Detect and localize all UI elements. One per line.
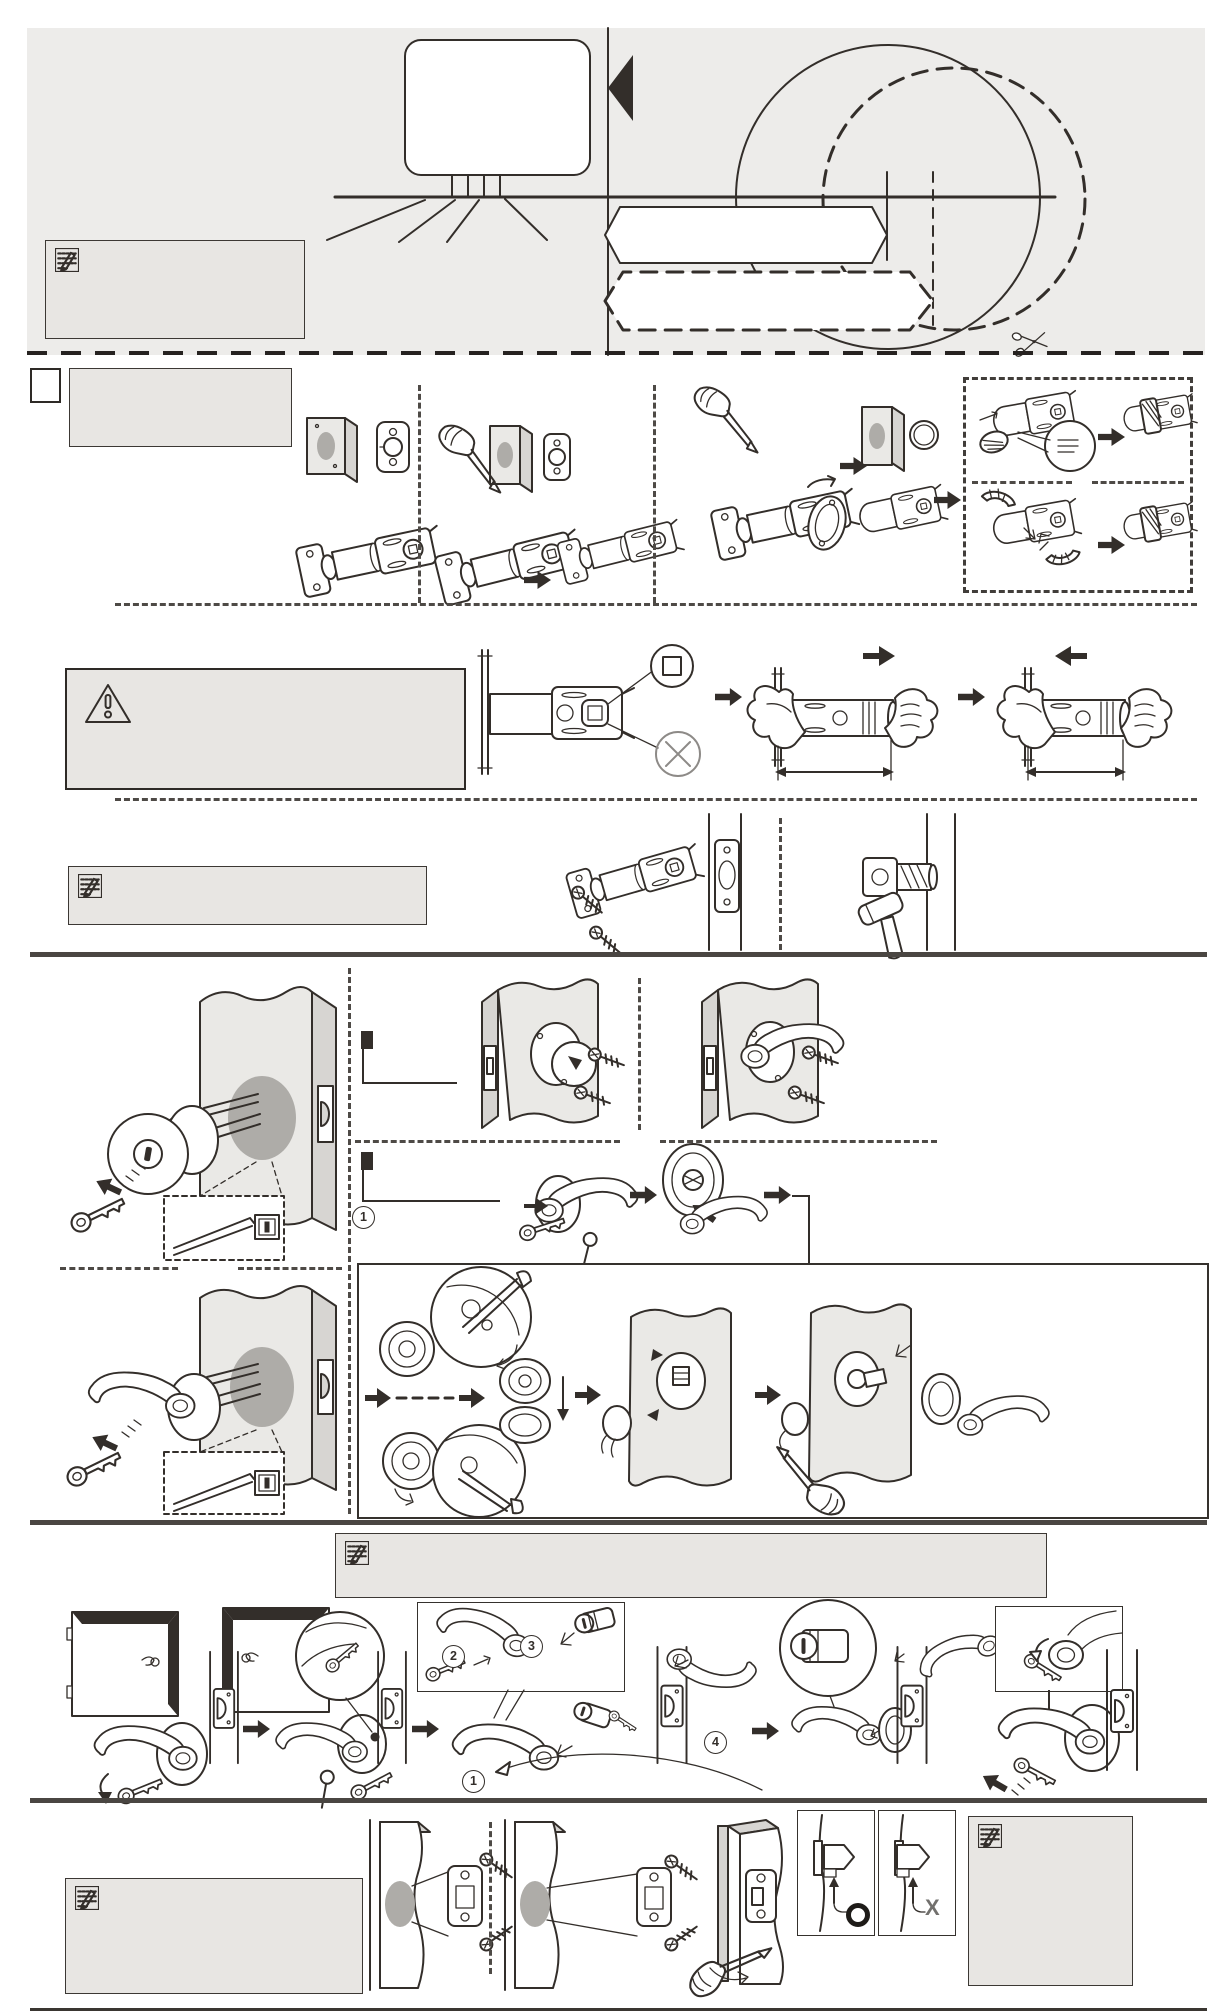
backset-retract-diagram: [995, 640, 1205, 795]
strike-note-box-left: [65, 1878, 363, 1994]
rose-removal-panel: [357, 1263, 1209, 1519]
arrow-right-icon: [715, 688, 742, 706]
door-edge-strike: [202, 1650, 246, 1765]
strike-plate-align-diagram: [497, 1818, 697, 1993]
section-divider: [30, 952, 1207, 957]
rose-ring-stack: [500, 1359, 569, 1443]
template-note-box: [45, 240, 305, 339]
separator: [115, 798, 1197, 801]
rose-catch-magnifier-bottom: [383, 1425, 525, 1517]
note-pencil-icon: [978, 1824, 1002, 1848]
latch-drivein-conversion-diagram: [662, 395, 957, 605]
latch-engage-wrong-box: [878, 1810, 956, 1936]
step-marker: [361, 1152, 373, 1170]
step1-number-box: [30, 368, 61, 403]
arrow-right-icon: [412, 1720, 439, 1738]
drivein-latch-hammer-diagram: [835, 812, 1020, 952]
latch-engage-wrong-art: [879, 1811, 955, 1935]
page-bottom-rule: [30, 2008, 1207, 2011]
wrong-mark: X: [925, 1895, 940, 1920]
strike-note-box-right: [968, 1816, 1133, 1986]
lever-flipped-diagram: [672, 1612, 762, 1707]
cut-line: [27, 351, 1205, 355]
lever-spindle-install-diagram: [52, 1282, 352, 1517]
fold-arrow-left-icon: [608, 55, 633, 121]
section-divider: [30, 1520, 1207, 1525]
knob-spindle-install-diagram: [52, 968, 352, 1268]
backset-sleeve-art: [966, 380, 1190, 590]
correct-mark: [846, 1903, 870, 1927]
arrow-right-icon: [958, 688, 985, 706]
callout-number-2: 2: [442, 1645, 465, 1668]
separator: [638, 978, 641, 1130]
backset-sleeve-box: [963, 377, 1193, 593]
latch-parts-diagram: [295, 400, 430, 605]
backset-extend-diagram: [745, 640, 955, 795]
separator: [1092, 481, 1184, 484]
latch-faceplate-removal-diagram: [432, 408, 647, 603]
lever-rose-screws-diagram: [688, 968, 853, 1133]
door-edge-strike: [370, 1650, 414, 1765]
cylinder-part: [573, 1607, 615, 1635]
note-pencil-icon: [78, 874, 102, 898]
rose-removal-art: [359, 1265, 1207, 1517]
separator: [238, 1267, 342, 1270]
note-pencil-icon: [345, 1541, 369, 1565]
door-rose-lever-assembly: [780, 1304, 1049, 1481]
knob-rose-screws-diagram: [468, 968, 633, 1133]
rose-catch-magnifier-top: [380, 1267, 531, 1376]
separator: [779, 818, 782, 950]
step-marker: [361, 1031, 373, 1049]
template-latch-outline: [605, 207, 887, 263]
separator: [418, 385, 421, 603]
note-pencil-icon: [75, 1886, 99, 1910]
template-square: [405, 40, 590, 175]
separator: [348, 968, 351, 1514]
callout-number-1: 1: [352, 1206, 375, 1229]
section-divider: [30, 1798, 1207, 1803]
rekey-parts-box: [417, 1602, 625, 1692]
step-marker-rule: [362, 1049, 457, 1084]
separator: [653, 385, 656, 603]
separator: [489, 1822, 492, 1974]
strike-plate-install-diagram: [360, 1818, 510, 1993]
warning-triangle-icon: [83, 682, 133, 726]
lever-removed-diagram: [655, 1140, 773, 1252]
latch-screw-install-diagram: [565, 812, 780, 952]
left-hand-door: [67, 1612, 178, 1716]
step1-title-box: [69, 368, 292, 447]
lever-placing-diagram: [896, 1602, 981, 1702]
lever-key-release-diagram: [522, 1142, 647, 1272]
note-pencil-icon: [55, 248, 79, 272]
latch-install-note-box: [68, 866, 427, 925]
latch-engage-correct-box: [797, 1810, 875, 1936]
flow-connector: [792, 1195, 810, 1265]
separator: [60, 1267, 178, 1270]
separator: [972, 481, 1072, 484]
template-latch-outline-alt: [605, 272, 933, 330]
callout-number-3: 3: [520, 1635, 543, 1658]
separator: [115, 603, 1197, 606]
step-marker-rule: [362, 1170, 500, 1202]
wide-note-box: [335, 1533, 1047, 1598]
callout-number-1b: 1: [462, 1770, 485, 1793]
door-edge-strike: [1100, 1645, 1144, 1775]
warning-box: [65, 668, 466, 790]
strike-adjust-screwdriver-diagram: [688, 1818, 813, 1988]
callout-number-4: 4: [704, 1731, 727, 1754]
latch-cam-orientation-diagram: [462, 642, 712, 797]
